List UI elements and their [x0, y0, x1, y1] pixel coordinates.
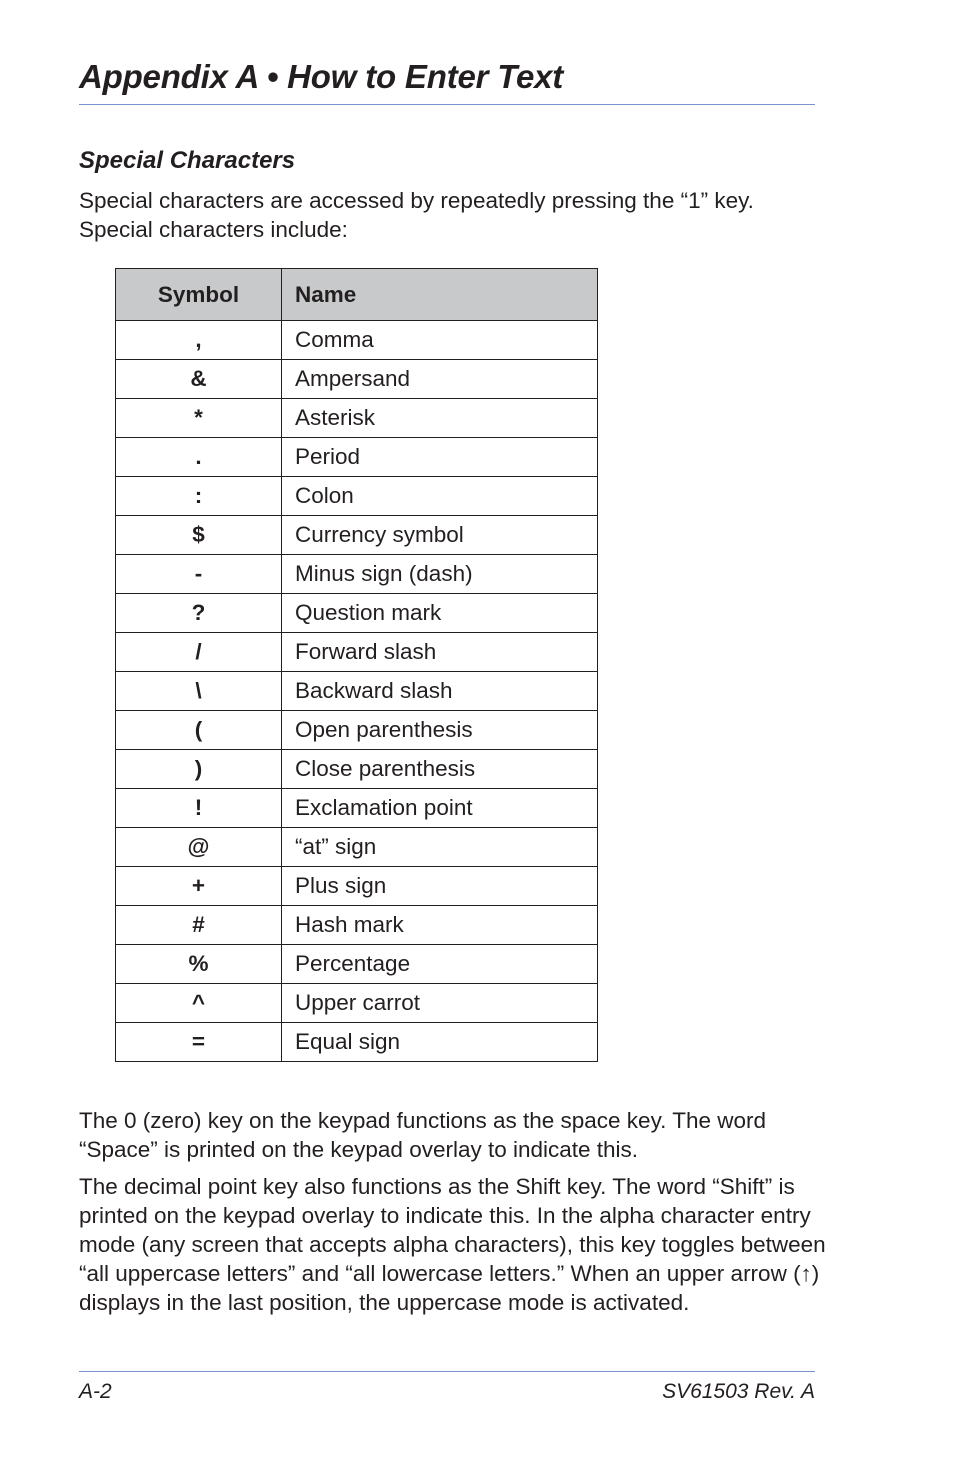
symbol-cell: ): [116, 750, 282, 789]
table-row: [116, 984, 598, 1023]
table-row: [116, 711, 598, 750]
name-cell: Forward slash: [282, 633, 598, 672]
table-row: [116, 555, 598, 594]
name-cell: “at” sign: [282, 828, 598, 867]
table-body: [116, 321, 598, 1062]
table-row: [116, 516, 598, 555]
table-row: [116, 828, 598, 867]
column-header-name: Name: [282, 269, 598, 321]
name-cell: Comma: [282, 321, 598, 360]
section-heading: Special Characters: [79, 147, 296, 174]
name-cell: Ampersand: [282, 360, 598, 399]
symbol-cell: :: [116, 477, 282, 516]
symbol-cell: !: [116, 789, 282, 828]
page-title: Appendix A • How to Enter Text: [79, 58, 564, 95]
symbol-cell: ,: [116, 321, 282, 360]
table-row: [116, 438, 598, 477]
name-cell: Backward slash: [282, 672, 598, 711]
page-number: A-2: [79, 1380, 112, 1403]
table-row: [116, 633, 598, 672]
table-header-row: [116, 269, 598, 321]
title-divider: [79, 104, 815, 105]
symbol-cell: .: [116, 438, 282, 477]
symbol-cell: \: [116, 672, 282, 711]
table-row: [116, 1023, 598, 1062]
table-row: [116, 321, 598, 360]
table-row: [116, 945, 598, 984]
symbol-cell: *: [116, 399, 282, 438]
column-header-symbol: Symbol: [116, 269, 282, 321]
name-cell: Hash mark: [282, 906, 598, 945]
name-cell: Close parenthesis: [282, 750, 598, 789]
name-cell: Exclamation point: [282, 789, 598, 828]
symbol-cell: =: [116, 1023, 282, 1062]
name-cell: Minus sign (dash): [282, 555, 598, 594]
name-cell: Colon: [282, 477, 598, 516]
table-row: [116, 477, 598, 516]
name-cell: Question mark: [282, 594, 598, 633]
table-row: [116, 360, 598, 399]
name-cell: Upper carrot: [282, 984, 598, 1023]
name-cell: Percentage: [282, 945, 598, 984]
symbol-cell: ^: [116, 984, 282, 1023]
name-cell: Asterisk: [282, 399, 598, 438]
symbol-cell: /: [116, 633, 282, 672]
symbol-cell: #: [116, 906, 282, 945]
table-row: [116, 672, 598, 711]
table-row: [116, 399, 598, 438]
shift-key-paragraph: The decimal point key also functions as the Shift key. The word “Shift” is printed on the keypad overlay to indicate this. In the alpha character entry mode (any screen that accepts alpha characters), this key toggles between “all uppercase letters” and “all lowercase letters.” When an upper arrow (↑) displays in the last position, the uppercase mode is activated.: [79, 1174, 826, 1315]
name-cell: Period: [282, 438, 598, 477]
table-row: [116, 750, 598, 789]
document-revision: SV61503 Rev. A: [662, 1380, 815, 1403]
footer-divider: [79, 1371, 815, 1372]
name-cell: Plus sign: [282, 867, 598, 906]
table-row: [116, 594, 598, 633]
space-key-paragraph: The 0 (zero) key on the keypad functions as the space key. The word “Space” is printed on the keypad overlay to indicate this.: [79, 1108, 767, 1162]
table-row: [116, 789, 598, 828]
symbol-cell: +: [116, 867, 282, 906]
symbol-cell: -: [116, 555, 282, 594]
symbol-cell: @: [116, 828, 282, 867]
symbol-cell: (: [116, 711, 282, 750]
intro-paragraph: Special characters are accessed by repeatedly pressing the “1” key. Special characters include:: [79, 188, 754, 242]
special-characters-table: [115, 268, 598, 1062]
symbol-cell: $: [116, 516, 282, 555]
table-row: [116, 867, 598, 906]
name-cell: Currency symbol: [282, 516, 598, 555]
symbol-cell: &: [116, 360, 282, 399]
symbol-cell: ?: [116, 594, 282, 633]
name-cell: Equal sign: [282, 1023, 598, 1062]
table-row: [116, 906, 598, 945]
name-cell: Open parenthesis: [282, 711, 598, 750]
symbol-cell: %: [116, 945, 282, 984]
